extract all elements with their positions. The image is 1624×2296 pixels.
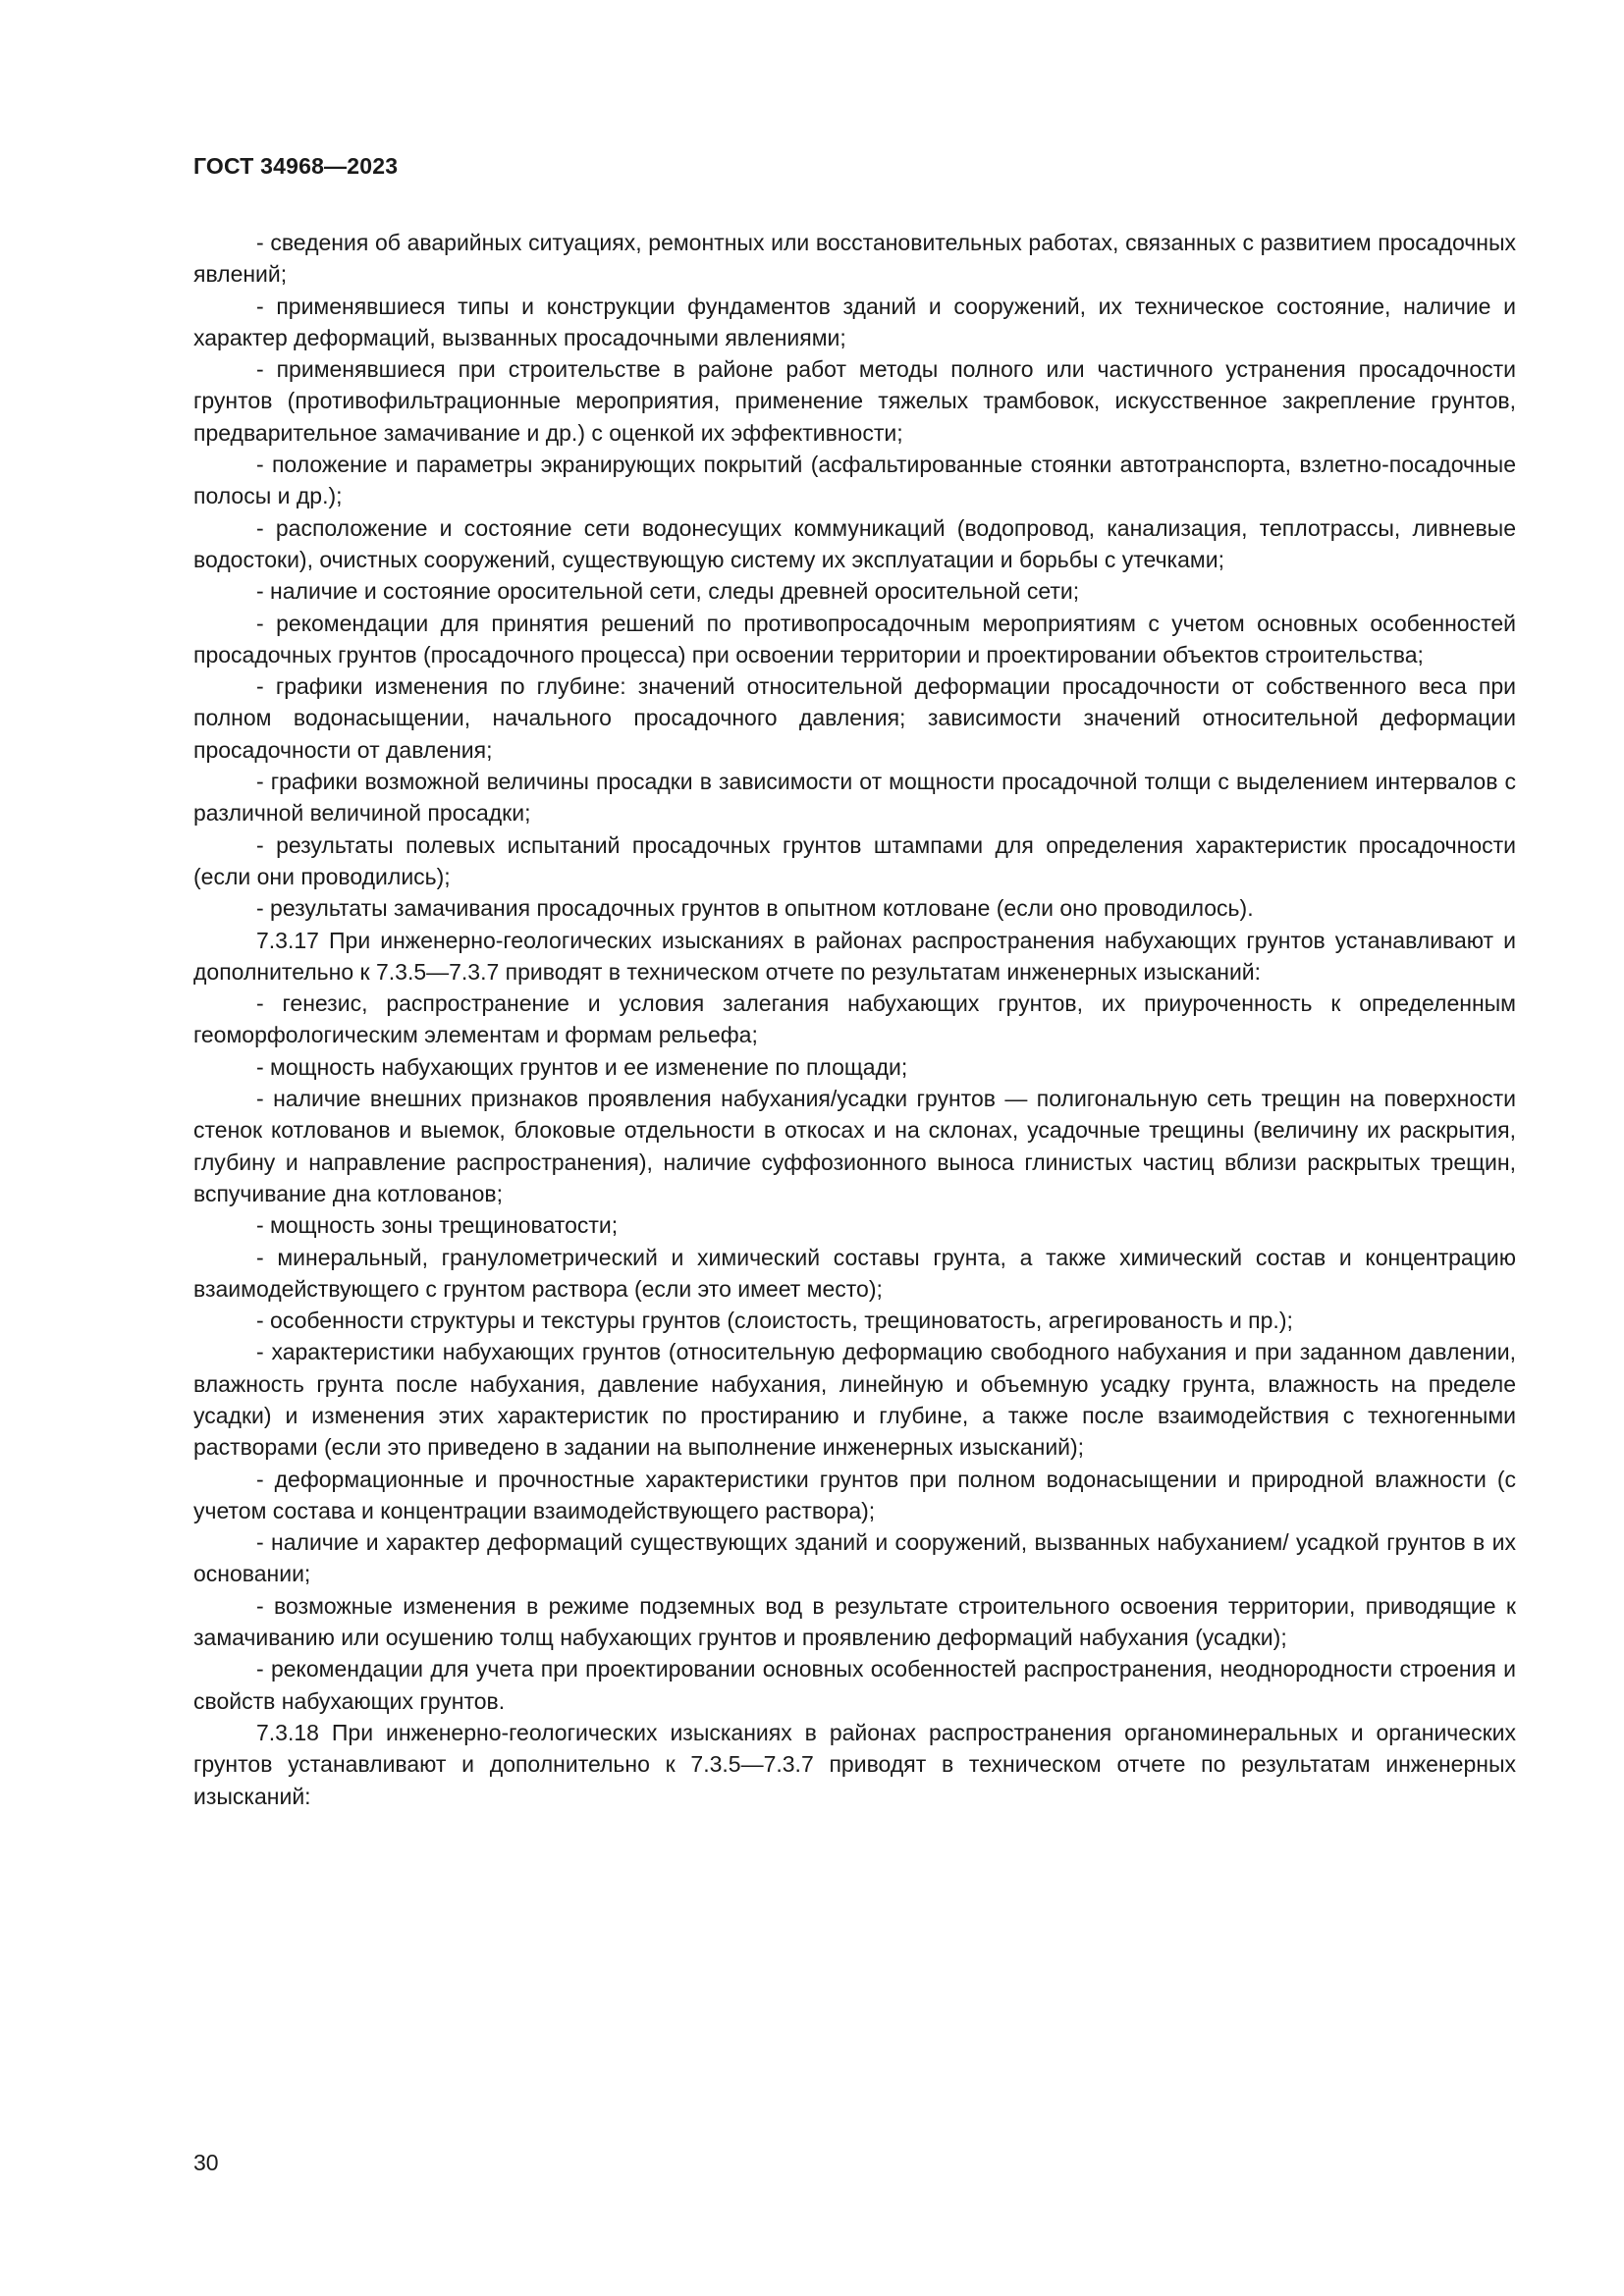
paragraph: - мощность набухающих грунтов и ее изменение по площади; — [256, 1053, 908, 1080]
paragraph: - применявшиеся типы и конструкции фундаментов зданий и сооружений, их техническое состояние, наличие и характер деформаций, вызванных просадочными явлениями; — [193, 293, 1516, 350]
paragraph: - результаты замачивания просадочных грунтов в опытном котловане (если оно проводилось). — [256, 895, 1254, 922]
document-body — [193, 227, 1516, 1812]
paragraph: - наличие и характер деформаций существующих зданий и сооружений, вызванных набуханием/ усадкой грунтов в их основании; — [193, 1529, 1516, 1587]
paragraph: - графики изменения по глубине: значений относительной деформации просадочности от собственного веса при полном водонасыщении, начального просадочного давления; зависимости значений относительной деформации просадочности от давления; — [193, 673, 1516, 763]
paragraph: - мощность зоны трещиноватости; — [256, 1212, 619, 1239]
paragraph: - наличие внешних признаков проявления набухания/усадки грунтов — полигональную сеть трещин на поверхности стенок котлованов и выемок, блоковые отдельности в откосах и на склонах, усадочные трещины (величину их раскрытия, глубину и направление распространения), наличие суффозионного выноса глинистых частиц вблизи раскрытых трещин, вспучивание дна котлованов; — [193, 1086, 1516, 1206]
paragraph: - положение и параметры экранирующих покрытий (асфальтированные стоянки автотранспорта, взлетно-посадочные полосы и др.); — [193, 452, 1516, 509]
section-paragraph: 7.3.18 При инженерно-геологических изысканиях в районах распространения органоминеральных и органических грунтов устанавливают и дополнительно к 7.3.5—7.3.7 приводят в техническом отчете по результатам инженерных изысканий: — [193, 1719, 1516, 1809]
page-number: 30 — [193, 2150, 219, 2175]
paragraph: - особенности структуры и текстуры грунтов (слоистость, трещиноватость, агрегированость и пр.); — [256, 1308, 1293, 1334]
document-header: ГОСТ 34968—2023 — [193, 153, 399, 179]
paragraph: - применявшиеся при строительстве в районе работ методы полного или частичного устранения просадочности грунтов (противофильтрационные мероприятия, применение тяжелых трамбовок, искусственное закрепление грунтов, предварительное замачивание и др.) с оценкой их эффективности; — [193, 356, 1516, 446]
paragraph: - результаты полевых испытаний просадочных грунтов штампами для определения характеристик просадочности (если они проводились); — [193, 831, 1516, 889]
paragraph: - возможные изменения в режиме подземных вод в результате строительного освоения территории, приводящие к замачиванию или осушению толщ набухающих грунтов и проявлению деформаций набухания (усадки); — [193, 1592, 1516, 1651]
paragraph: - рекомендации для принятия решений по противопросадочным мероприятиям с учетом основных особенностей просадочных грунтов (просадочного процесса) при освоении территории и проектировании объектов строительства; — [193, 610, 1516, 667]
paragraph: - генезис, распространение и условия залегания набухающих грунтов, их приуроченность к определенным геоморфологическим элементам и формам рельефа; — [193, 990, 1516, 1048]
paragraph: - сведения об аварийных ситуациях, ремонтных или восстановительных работах, связанных с развитием просадочных явлений; — [193, 230, 1516, 288]
paragraph: - расположение и состояние сети водонесущих коммуникаций (водопровод, канализация, теплотрассы, ливневые водостоки), очистных сооружений, существующую систему их эксплуатации и борьбы с утечками; — [193, 514, 1516, 572]
paragraph: - минеральный, гранулометрический и химический составы грунта, а также химический состав и концентрацию взаимодействующего с грунтом раствора (если это имеет место); — [193, 1244, 1516, 1302]
paragraph: - рекомендации для учета при проектировании основных особенностей распространения, неоднородности строения и свойств набухающих грунтов. — [193, 1656, 1516, 1714]
paragraph: - характеристики набухающих грунтов (относительную деформацию свободного набухания и при заданном давлении, влажность грунта после набухания, давление набухания, линейную и объемную усадку грунта, влажность на пределе усадки) и изменения этих характеристик по простиранию и глубине, а также после взаимодействия с техногенными растворами (если это приведено в задании на выполнение инженерных изысканий); — [193, 1339, 1516, 1461]
paragraph: - деформационные и прочностные характеристики грунтов при полном водонасыщении и природной влажности (с учетом состава и концентрации взаимодействующего раствора); — [193, 1466, 1516, 1523]
section-paragraph: 7.3.17 При инженерно-геологических изысканиях в районах распространения набухающих грунтов устанавливают и дополнительно к 7.3.5—7.3.7 приводят в техническом отчете по результатам инженерных изысканий: — [193, 927, 1516, 985]
paragraph: - графики возможной величины просадки в зависимости от мощности просадочной толщи с выделением интервалов с различной величиной просадки; — [193, 769, 1516, 827]
paragraph: - наличие и состояние оросительной сети, следы древней оросительной сети; — [256, 578, 1080, 605]
